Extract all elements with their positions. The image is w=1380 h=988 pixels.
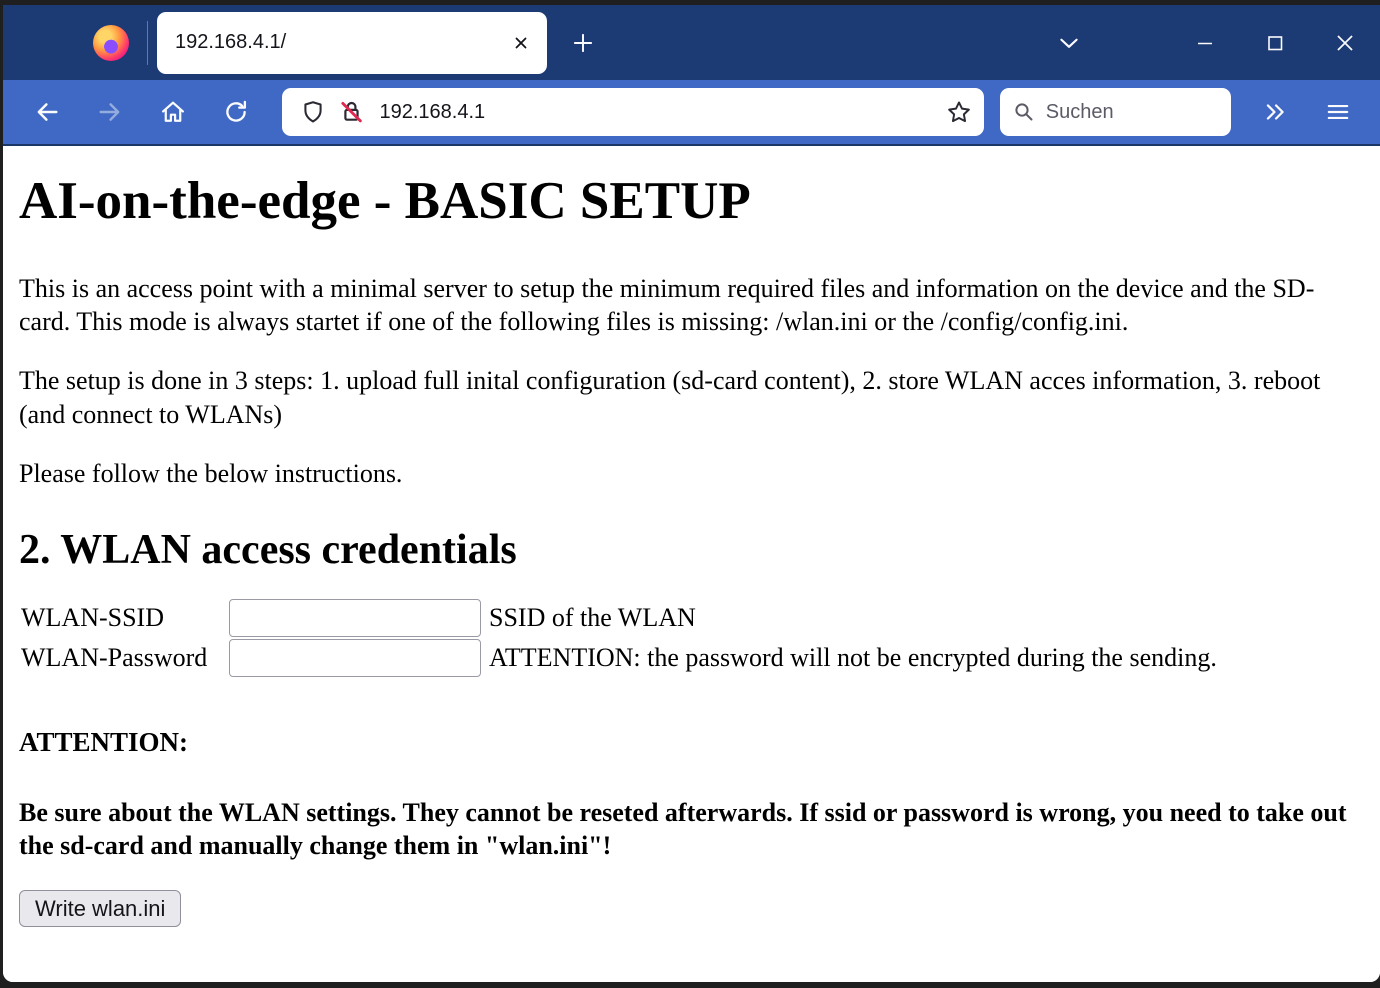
section-heading: 2. WLAN access credentials [19, 527, 517, 574]
minimize-button[interactable] [1170, 5, 1240, 80]
reload-button[interactable] [212, 88, 260, 136]
maximize-icon [1263, 31, 1287, 55]
search-placeholder: Suchen [1045, 100, 1114, 123]
password-description: ATTENTION: the password will not be encrypted during the sending. [489, 642, 1217, 672]
new-tab-button[interactable] [561, 21, 605, 65]
page-title: AI-on-the-edge - BASIC SETUP [19, 172, 751, 230]
password-label: WLAN-Password [21, 642, 208, 672]
overflow-menu-button[interactable] [1251, 88, 1299, 136]
tab-list-chevron-icon [1056, 30, 1082, 56]
tab-close-icon [513, 35, 529, 51]
tab-title: 192.168.4.1/ [175, 31, 287, 53]
ssid-label: WLAN-SSID [21, 602, 164, 632]
site-security-button[interactable] [332, 93, 370, 131]
browser-tab[interactable] [157, 12, 547, 74]
new-tab-icon [570, 30, 596, 56]
table-row [21, 639, 1217, 677]
page-content [3, 146, 1380, 982]
intro-paragraph-3: Please follow the below instructions. [19, 458, 403, 488]
tab-list-button[interactable] [1046, 21, 1092, 65]
tracking-shield-icon [300, 99, 326, 125]
insecure-lock-icon [337, 98, 365, 126]
navigation-toolbar [3, 80, 1380, 146]
search-icon [1012, 100, 1036, 124]
reload-icon [222, 98, 250, 126]
bookmark-star-icon [946, 99, 972, 125]
browser-window [3, 5, 1380, 982]
url-text: 192.168.4.1 [379, 100, 486, 123]
home-button[interactable] [149, 88, 197, 136]
forward-icon [96, 98, 124, 126]
attention-heading: ATTENTION: [19, 726, 189, 757]
minimize-icon [1193, 31, 1217, 55]
back-icon [33, 98, 61, 126]
intro-paragraph-2: The setup is done in 3 steps: 1. upload full inital configuration (sd-card content), 2. store WLAN acces information, 3. reboot (and connect to WLANs) [19, 366, 1321, 429]
close-icon [1332, 30, 1358, 56]
maximize-button[interactable] [1240, 5, 1310, 80]
write-wlan-ini-button[interactable]: Write wlan.ini [19, 890, 181, 927]
app-menu-button[interactable] [1314, 88, 1362, 136]
password-input[interactable] [229, 639, 481, 677]
close-button[interactable] [1310, 5, 1380, 80]
ssid-description: SSID of the WLAN [489, 602, 696, 632]
browser-titlebar [3, 5, 1380, 80]
tab-close-button[interactable] [505, 27, 537, 59]
table-row [21, 599, 1217, 637]
wlan-credentials-table [19, 597, 1219, 679]
url-bar[interactable] [282, 88, 984, 136]
intro-paragraph-1: This is an access point with a minimal server to setup the minimum required files and information on the device and the SD-card. This mode is always startet if one of the following files is missing: /wlan.ini or the /config/config.ini. [19, 273, 1315, 337]
firefox-logo-icon [93, 25, 129, 61]
warning-text: Be sure about the WLAN settings. They cannot be reseted afterwards. If ssid or password is wrong, you need to take out the sd-card and manually change them in "wlan.ini"! [19, 797, 1347, 861]
forward-button[interactable] [86, 88, 134, 136]
home-icon [159, 98, 187, 126]
tracking-protection-button[interactable] [294, 93, 332, 131]
back-button[interactable] [23, 88, 71, 136]
ssid-input[interactable] [229, 599, 481, 637]
menu-icon [1325, 99, 1351, 125]
overflow-chevrons-icon [1262, 99, 1288, 125]
firefox-view-button[interactable] [87, 19, 135, 67]
tab-separator [147, 21, 148, 65]
search-bar[interactable] [1000, 88, 1231, 136]
bookmark-button[interactable] [940, 93, 978, 131]
